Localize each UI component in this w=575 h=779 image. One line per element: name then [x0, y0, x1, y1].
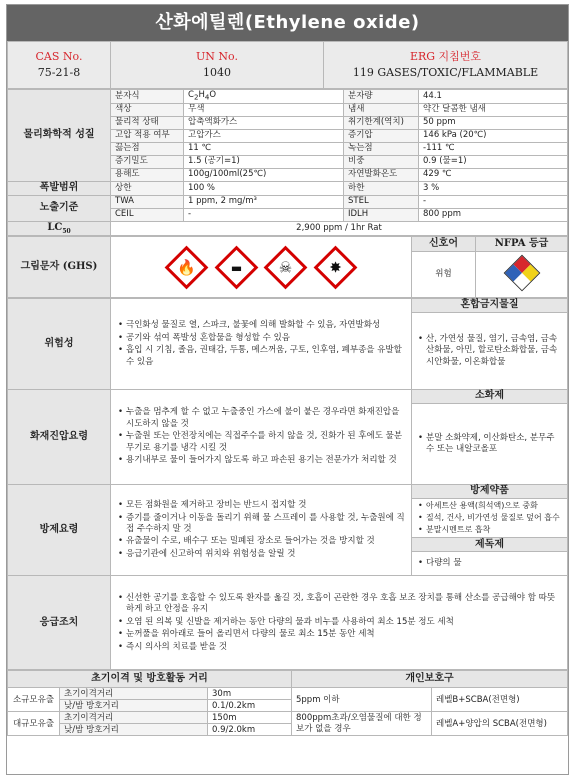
exposure-key: STEL [344, 195, 419, 208]
cas-cell [8, 42, 111, 89]
prop-key: 증기밀도 [111, 155, 184, 168]
list-item: • 유출물이 수로, 배수구 또는 밀폐된 장소로 들어가는 것을 방지할 것 [117, 536, 405, 547]
physchem-category: 물리화학적 성질 [8, 90, 111, 182]
cas-label: CAS No. [35, 50, 83, 64]
explosion-value: 3 % [419, 181, 568, 195]
skull-crossbones-icon: ☠ [264, 245, 308, 289]
hazard-category: 위험성 [8, 299, 111, 390]
iso-key: 낮/밤 방호거리 [60, 700, 208, 712]
nfpa-diamond-icon [503, 254, 540, 291]
prop-value: 50 ppm [419, 116, 568, 129]
lc50-value: 2,900 ppm / 1hr Rat [111, 221, 568, 236]
explosion-key: 하한 [344, 181, 419, 195]
list-item: • 질석, 건사, 비가연성 물질로 덮어 흡수 [417, 513, 562, 524]
prop-key: 색상 [111, 103, 184, 116]
ppe-header: 개인보호구 [292, 671, 568, 688]
nfpa-diamond-cell [476, 252, 568, 298]
materials-list [417, 501, 562, 535]
prop-value: 1.5 (공기=1) [184, 155, 344, 168]
prop-key: 녹는점 [344, 142, 419, 155]
iso-key: 낮/밤 방호거리 [60, 724, 208, 736]
exposure-value: 800 ppm [419, 208, 568, 221]
list-item: • 눈꺼풀을 위아래로 들어 올리면서 다량의 물로 최소 15분 동안 세척 [117, 629, 561, 640]
materials-header: 방제약품 [412, 485, 568, 499]
incompat-list [417, 334, 562, 368]
hazard-list-cell [111, 299, 412, 390]
list-item: • 응급기관에 신고하여 위치와 위험성을 알릴 것 [117, 549, 405, 560]
defense-category: 방제요령 [8, 485, 111, 576]
prop-key: 물리적 상태 [111, 116, 184, 129]
firstaid-category: 응급조치 [8, 576, 111, 670]
prop-value: 44.1 [419, 90, 568, 104]
flame-icon: 🔥 [165, 245, 209, 289]
firstaid-list [117, 593, 561, 653]
iso-value: 30m [208, 688, 292, 700]
exposure-value: - [184, 208, 344, 221]
defense-list-cell [111, 485, 412, 576]
iso-value: 0.1/0.2km [208, 700, 292, 712]
small-spill-condition: 5ppm 이하 [292, 688, 432, 712]
large-spill-ppe: 레벨A+양압의 SCBA(전면형) [432, 712, 568, 736]
iso-value: 150m [208, 712, 292, 724]
extinguisher-cell [412, 404, 568, 485]
prop-value: 압축액화가스 [184, 116, 344, 129]
prop-key: 증기압 [344, 129, 419, 142]
iso-value: 0.9/2.0km [208, 724, 292, 736]
prop-key: 자연발화온도 [344, 168, 419, 181]
exposure-key: IDLH [344, 208, 419, 221]
list-item: • 누출을 멈추게 할 수 없고 누출중인 가스에 불이 붙은 경우라면 화재진압을 시도하지 않을 것 [117, 407, 405, 430]
isolation-header: 초기이격 및 방호활동 거리 [8, 671, 292, 688]
prop-value: 약간 달콤한 냄새 [419, 103, 568, 116]
prop-value: 429 ℃ [419, 168, 568, 181]
small-spill-ppe: 레벨B+SCBA(전면형) [432, 688, 568, 712]
isolation-table [7, 670, 568, 736]
exposure-key: TWA [111, 195, 184, 208]
exposure-value: 1 ppm, 2 mg/m³ [184, 195, 344, 208]
un-value: 1040 [203, 66, 231, 79]
iso-key: 초기이격거리 [60, 688, 208, 700]
signal-word-value: 위험 [412, 252, 476, 298]
extinguisher-list [417, 433, 562, 456]
prop-key: 고압 적용 여부 [111, 129, 184, 142]
prop-key: 용해도 [111, 168, 184, 181]
list-item: • 즉시 의사의 치료를 받을 것 [117, 642, 561, 653]
hazard-list [117, 320, 405, 368]
list-item: • 아세트산 용액(희석액)으로 중화 [417, 501, 562, 512]
list-item: • 다량의 물 [417, 558, 562, 569]
nfpa-header: NFPA 등급 [476, 237, 568, 252]
prop-value: 0.9 (물=1) [419, 155, 568, 168]
list-item: • 극인화성 물질로 열, 스파크, 불꽃에 의해 발화할 수 있음, 자연발화성 [117, 320, 405, 331]
incompat-header: 혼합금지물질 [412, 299, 568, 313]
list-item: • 공기와 섞여 폭발성 혼합물을 형성할 수 있음 [117, 333, 405, 344]
prop-key: 비중 [344, 155, 419, 168]
prop-formula: $C_2H_4O$ [184, 90, 344, 104]
exposure-value: - [419, 195, 568, 208]
prop-value: 고압가스 [184, 129, 344, 142]
ghs-pictograms [111, 237, 412, 298]
prop-value: 11 ℃ [184, 142, 344, 155]
incompat-cell [412, 313, 568, 390]
fire-list [117, 407, 405, 466]
page-title: 산화에틸렌(Ethylene oxide) [7, 5, 568, 41]
firstaid-list-cell [111, 576, 568, 670]
fire-list-cell [111, 390, 412, 485]
prop-key: 취기한계(역치) [344, 116, 419, 129]
explosion-key: 상한 [111, 181, 184, 195]
large-spill-condition: 800ppm초과/오염물질에 대한 정보가 없을 경우 [292, 712, 432, 736]
list-item: • 모든 점화원을 제거하고 장비는 반드시 접지할 것 [117, 500, 405, 511]
list-item: • 증기를 줄이거나 이동을 돌리기 위해 물 스프레이 를 사용할 것, 누출원에 직접 주수하지 말 것 [117, 513, 405, 536]
iso-key: 초기이격거리 [60, 712, 208, 724]
list-item: • 누출원 또는 안전장치에는 직접주수를 하지 않을 것, 진화가 된 후에도 물분무기로 용기를 냉각 시킬 것 [117, 431, 405, 454]
un-cell [111, 42, 324, 89]
response-table [7, 298, 568, 670]
exposure-category: 노출기준 [8, 195, 111, 221]
erg-label: ERG 지침번호 [409, 50, 482, 64]
list-item: • 신선한 공기를 호흡할 수 있도록 환자를 옮길 것, 호흡이 곤란한 경우 호흡 보조 장치를 통해 산소를 공급해야 함 따뜻하게 하고 안정을 유지 [117, 593, 561, 616]
explosion-value: 100 % [184, 181, 344, 195]
properties-table [7, 89, 568, 236]
prop-value: 무색 [184, 103, 344, 116]
prop-value: 100g/100ml(25℃) [184, 168, 344, 181]
decon-list [417, 558, 562, 569]
cas-value: 75-21-8 [37, 66, 81, 79]
prop-key: 냄새 [344, 103, 419, 116]
large-spill-label: 대규모유출 [8, 712, 60, 736]
signal-word-header: 신호어 [412, 237, 476, 252]
fire-category: 화재진압요령 [8, 390, 111, 485]
prop-key: 분자량 [344, 90, 419, 104]
exposure-key: CEIL [111, 208, 184, 221]
prop-value: -111 ℃ [419, 142, 568, 155]
list-item: • 분말시멘트로 흡착 [417, 525, 562, 536]
explosion-category: 폭발범위 [8, 181, 111, 195]
prop-value: 146 kPa (20℃) [419, 129, 568, 142]
lc50-label: $LC_{50}$ [8, 221, 111, 236]
list-item: • 오염 된 의복 및 신발을 제거하는 동안 다량의 물과 비누를 사용하여 최소 15분 정도 세척 [117, 617, 561, 628]
gas-cylinder-icon: ▬ [214, 245, 258, 289]
list-item: • 용기내부로 물이 들어가지 않도록 하고 파손된 용기는 전문가가 처리할 것 [117, 455, 405, 466]
ghs-table [7, 236, 568, 298]
materials-cell [412, 499, 568, 538]
decon-cell [412, 552, 568, 576]
list-item: • 산, 가연성 물질, 염기, 금속염, 금속산화물, 아민, 할로탄소화합물, 금속 시안화물, 이온화합물 [417, 334, 562, 368]
extinguisher-header: 소화제 [412, 390, 568, 404]
prop-key: 분자식 [111, 90, 184, 104]
list-item: • 흡입 시 기침, 졸음, 권태감, 두통, 메스꺼움, 구토, 인후염, 폐부종을 유발할 수 있음 [117, 345, 405, 368]
small-spill-label: 소규모유출 [8, 688, 60, 712]
erg-value: 119 GASES/TOXIC/FLAMMABLE [352, 66, 539, 79]
health-hazard-icon: ✸ [314, 245, 358, 289]
msds-sheet [6, 4, 569, 775]
defense-list [117, 500, 405, 560]
erg-cell [324, 42, 568, 89]
decon-header: 제독제 [412, 538, 568, 552]
un-label: UN No. [196, 50, 238, 64]
id-table [7, 41, 568, 89]
prop-key: 끓는점 [111, 142, 184, 155]
list-item: • 분말 소화약제, 이산화탄소, 분무주수 또는 내알코올포 [417, 433, 562, 456]
ghs-category: 그림문자 (GHS) [8, 237, 111, 298]
